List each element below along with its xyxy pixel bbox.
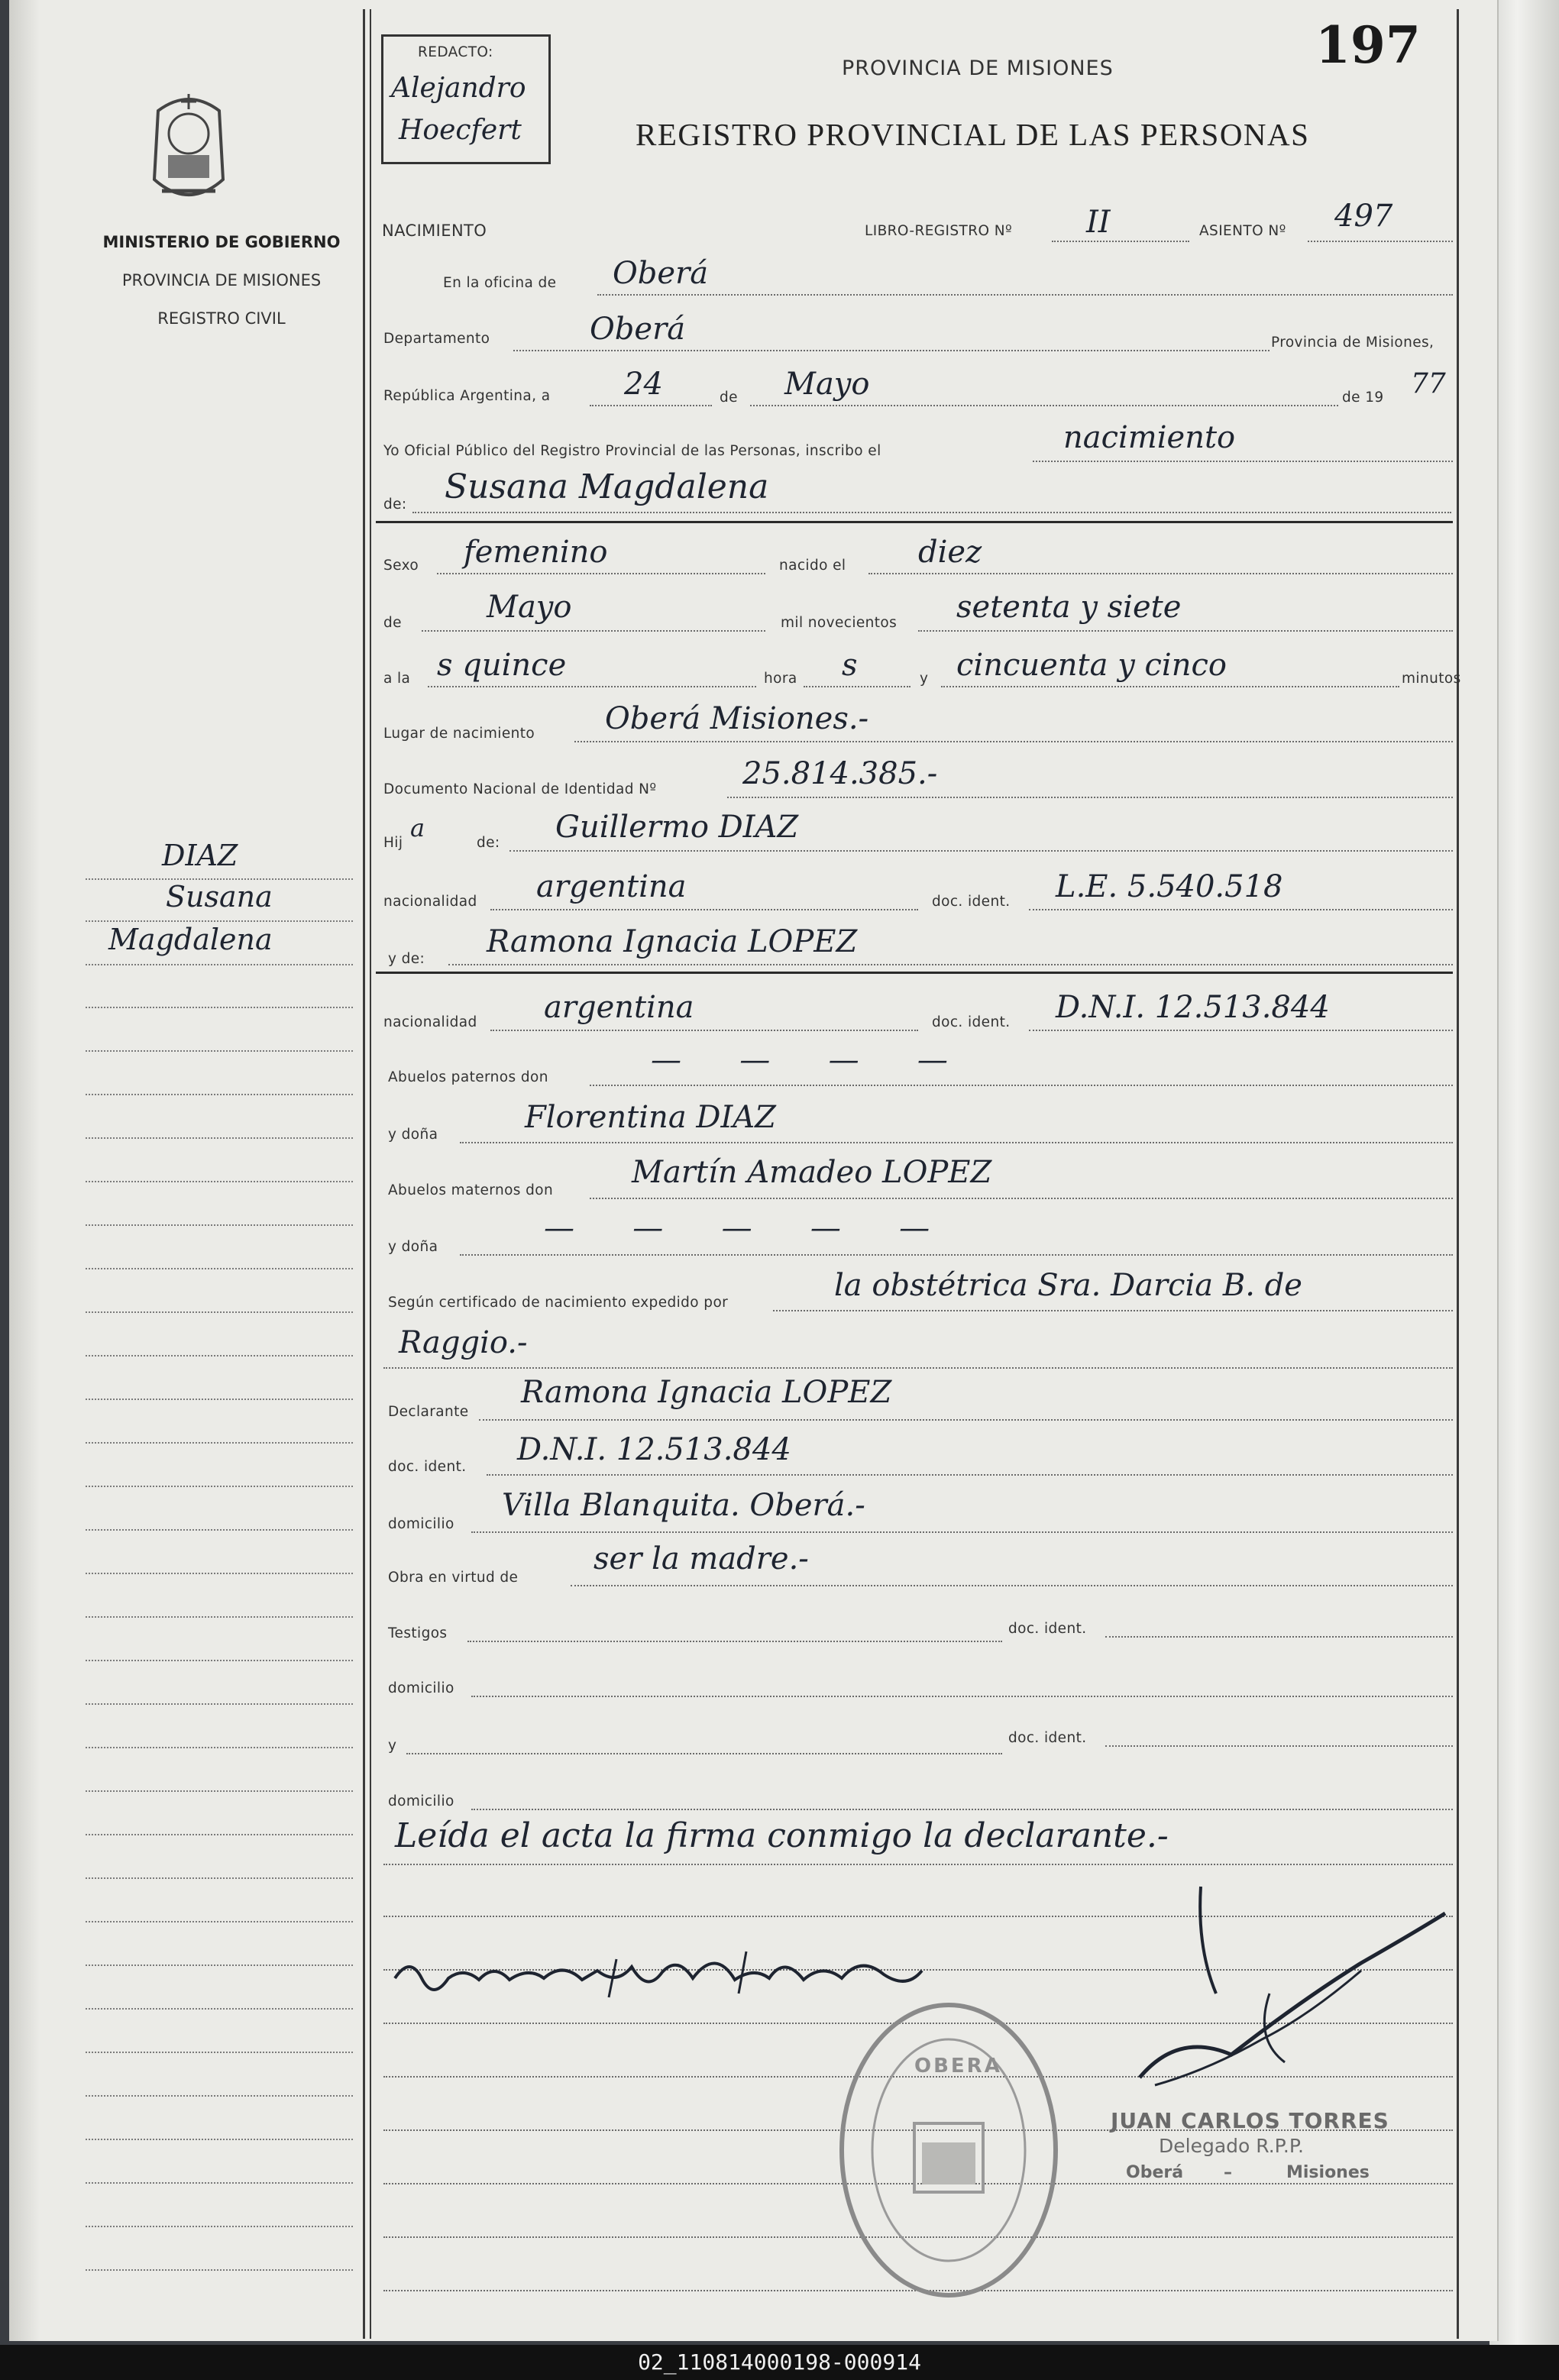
ministry-label: MINISTERIO DE GOBIERNO xyxy=(102,233,341,251)
oficina-value: Oberá xyxy=(613,256,709,291)
libro-line xyxy=(1052,241,1189,242)
ledger-line xyxy=(86,1921,353,1922)
ledger-line xyxy=(86,1834,353,1835)
de2-label: de xyxy=(383,615,402,631)
ledger-line xyxy=(86,1007,353,1008)
abuela-pat-line xyxy=(460,1142,1453,1143)
declarante-doc-value: D.N.I. 12.513.844 xyxy=(517,1432,791,1467)
anio-value: 77 xyxy=(1411,368,1446,399)
madre-doc-value: D.N.I. 12.513.844 xyxy=(1056,990,1330,1025)
section-divider xyxy=(376,521,1453,523)
departamento-value: Oberá xyxy=(590,312,686,347)
nacido-value: diez xyxy=(918,535,982,570)
redacto-name-2: Hoecfert xyxy=(399,115,522,146)
dni-value: 25.814.385.- xyxy=(742,756,938,791)
ledger-line xyxy=(86,1573,353,1574)
ledger-line xyxy=(86,1094,353,1095)
certificado-line-2 xyxy=(383,1367,1453,1369)
margin-surname: DIAZ xyxy=(162,839,238,872)
stamp-name: JUAN CARLOS TORRES xyxy=(1111,2108,1389,2133)
asiento-label: ASIENTO Nº xyxy=(1199,223,1286,239)
domicilio-label: domicilio xyxy=(388,1516,454,1532)
obra-value: ser la madre.- xyxy=(594,1541,809,1576)
testigo2-domicilio-line xyxy=(471,1809,1453,1810)
testigos-doc-label: doc. ident. xyxy=(1008,1621,1087,1637)
libro-label: LIBRO-REGISTRO Nº xyxy=(865,223,1013,239)
hora-label: hora xyxy=(764,671,797,687)
departamento-label: Departamento xyxy=(383,331,490,347)
testigo-y-line xyxy=(406,1753,1002,1754)
lugar-line xyxy=(574,741,1453,742)
departamento-line xyxy=(513,350,1270,351)
testigos-line xyxy=(467,1641,1002,1642)
abuelos-pat-value: — — — — xyxy=(651,1043,948,1078)
ledger-line xyxy=(86,878,353,880)
asiento-line xyxy=(1308,241,1453,242)
ledger-line xyxy=(86,1050,353,1052)
ledger-line xyxy=(86,1703,353,1705)
margin-name-2: Magdalena xyxy=(108,923,273,956)
stamp-place-right: Misiones xyxy=(1286,2163,1370,2182)
madre-doc-label: doc. ident. xyxy=(932,1014,1011,1030)
ledger-line xyxy=(86,1747,353,1748)
back-pages xyxy=(1489,0,1559,2345)
ledger-line xyxy=(86,1486,353,1487)
acto-value: nacimiento xyxy=(1063,420,1236,455)
mil-label: mil novecientos xyxy=(781,615,898,631)
madre-doc-line xyxy=(1029,1030,1453,1031)
abuela-mat-line xyxy=(460,1254,1453,1256)
margin-name-1: Susana xyxy=(166,880,273,914)
acto-line xyxy=(1033,461,1453,462)
hora-s-line xyxy=(804,686,910,687)
declarante-label: Declarante xyxy=(388,1404,469,1420)
de-label: de xyxy=(720,390,738,406)
ledger-line xyxy=(86,1137,353,1139)
oficina-label: En la oficina de xyxy=(443,275,557,291)
hora-value: s quince xyxy=(437,648,567,683)
ledger-line xyxy=(86,1311,353,1313)
declarante-value: Ramona Ignacia LOPEZ xyxy=(521,1375,892,1410)
hijo-de-label: de: xyxy=(477,835,500,851)
obra-label: Obra en virtud de xyxy=(388,1570,519,1586)
testigo-domicilio-label: domicilio xyxy=(388,1680,454,1696)
testigo-domicilio-line xyxy=(471,1696,1453,1697)
inner-border-line xyxy=(370,9,371,2339)
ala-label: a la xyxy=(383,671,411,687)
dia-line xyxy=(590,405,712,406)
ledger-line xyxy=(86,1877,353,1879)
ledger-line xyxy=(86,920,353,922)
anio-label: de 19 xyxy=(1342,390,1384,406)
nombre-value: Susana Magdalena xyxy=(445,467,769,506)
nacimiento-label: NACIMIENTO xyxy=(382,222,487,240)
mes-line xyxy=(750,405,1338,406)
oficina-line xyxy=(597,294,1453,296)
image-caption: 02_110814000198-000914 xyxy=(0,2345,1559,2380)
certificado-line-1 xyxy=(773,1310,1453,1311)
stamp-place-dash: – xyxy=(1224,2163,1232,2182)
official-seal xyxy=(834,1997,1063,2303)
ledger-line xyxy=(86,1268,353,1269)
padre-nac-label: nacionalidad xyxy=(383,894,477,910)
testigo2-doc-label: doc. ident. xyxy=(1008,1730,1087,1746)
register-page xyxy=(9,0,1499,2341)
sexo-label: Sexo xyxy=(383,558,419,574)
ydona-mat-label: y doña xyxy=(388,1239,438,1255)
dia-value: 24 xyxy=(624,367,663,402)
ledger-line xyxy=(86,1181,353,1182)
closing-line xyxy=(383,1864,1453,1865)
padre-line xyxy=(509,850,1453,852)
madre-nac-line xyxy=(490,1030,918,1031)
ledger-line xyxy=(86,1660,353,1661)
ledger-line xyxy=(86,2182,353,2184)
redacto-label: REDACTO: xyxy=(418,44,493,60)
stamp-place-left: Oberá xyxy=(1126,2163,1184,2182)
header-province: PROVINCIA DE MISIONES xyxy=(842,57,1114,80)
nacido-line xyxy=(868,573,1453,574)
madre-nac-label: nacionalidad xyxy=(383,1014,477,1030)
domicilio-value: Villa Blanquita. Oberá.- xyxy=(502,1488,865,1523)
stamp-title: Delegado R.P.P. xyxy=(1159,2135,1304,2157)
right-border-line xyxy=(1457,9,1459,2339)
section-divider xyxy=(376,972,1453,974)
sexo-line xyxy=(437,573,765,574)
lugar-value: Oberá Misiones.- xyxy=(605,701,869,736)
redacto-name-1: Alejandro xyxy=(391,73,526,104)
abuelo-mat-line xyxy=(590,1198,1453,1199)
declarante-doc-label: doc. ident. xyxy=(388,1459,467,1475)
ledger-line xyxy=(86,964,353,965)
abuela-pat-value: Florentina DIAZ xyxy=(525,1100,776,1135)
declarante-line xyxy=(479,1419,1453,1421)
ledger-line xyxy=(86,1442,353,1444)
mes-nac-value: Mayo xyxy=(487,590,572,625)
padre-value: Guillermo DIAZ xyxy=(555,810,799,845)
madre-line xyxy=(448,964,1453,965)
ledger-line xyxy=(86,1224,353,1226)
padre-nac-value: argentina xyxy=(536,869,687,904)
y-label: y xyxy=(920,671,929,687)
official-signature xyxy=(1109,1879,1453,2123)
mes-nac-line xyxy=(422,630,765,632)
mes-value: Mayo xyxy=(784,367,870,402)
civil-registry-label: REGISTRO CIVIL xyxy=(157,309,286,328)
declarante-doc-line xyxy=(487,1474,1453,1476)
padre-nac-line xyxy=(490,909,918,910)
hora-s-value: s xyxy=(842,648,858,683)
ledger-line xyxy=(86,2008,353,2010)
left-province-label: PROVINCIA DE MISIONES xyxy=(121,271,322,289)
libro-value: II xyxy=(1086,205,1111,240)
ledger-line xyxy=(86,2269,353,2271)
madre-value: Ramona Ignacia LOPEZ xyxy=(487,924,858,959)
padre-doc-label: doc. ident. xyxy=(932,894,1011,910)
republica-label: República Argentina, a xyxy=(383,388,551,404)
obra-line xyxy=(571,1585,1453,1586)
testigos-doc-line xyxy=(1105,1636,1453,1638)
certificado-value-1: la obstétrica Sra. Darcia B. de xyxy=(834,1268,1302,1303)
abuelo-mat-value: Martín Amadeo LOPEZ xyxy=(632,1155,992,1190)
asiento-value: 497 xyxy=(1334,199,1393,234)
ledger-line xyxy=(86,2139,353,2140)
oficial-text: Yo Oficial Público del Registro Provincial de las Personas, inscribo el xyxy=(383,443,881,459)
de-colon-label: de: xyxy=(383,496,407,513)
minutos-label: minutos xyxy=(1402,671,1461,687)
hora-line xyxy=(428,686,756,687)
nacido-label: nacido el xyxy=(779,558,846,574)
testigo2-doc-line xyxy=(1105,1745,1453,1747)
dni-line xyxy=(727,797,1453,798)
anio-nac-value: setenta y siete xyxy=(956,590,1182,625)
dni-label: Documento Nacional de Identidad Nº xyxy=(383,781,657,797)
abuelos-pat-label: Abuelos paternos don xyxy=(388,1069,548,1085)
seal-top-text: OBERA xyxy=(914,2055,1002,2078)
minutos-line xyxy=(941,686,1399,687)
ledger-line xyxy=(86,1399,353,1400)
anio-nac-line xyxy=(918,630,1453,632)
testigo2-domicilio-label: domicilio xyxy=(388,1793,454,1809)
yde-label: y de: xyxy=(388,951,425,967)
ledger-line xyxy=(86,1616,353,1618)
certificado-label: Según certificado de nacimiento expedido por xyxy=(388,1295,729,1311)
testigos-label: Testigos xyxy=(388,1625,448,1641)
sexo-value: femenino xyxy=(464,535,608,570)
ledger-line xyxy=(86,1790,353,1792)
abuelos-mat-label: Abuelos maternos don xyxy=(388,1182,554,1198)
ledger-line xyxy=(86,2052,353,2053)
nombre-line xyxy=(412,512,1451,513)
coat-of-arms-icon xyxy=(147,88,231,210)
closing-statement: Leída el acta la firma conmigo la declarante.- xyxy=(395,1816,1169,1855)
testigo-y-label: y xyxy=(388,1738,397,1754)
certificado-value-2: Raggio.- xyxy=(399,1325,528,1360)
padre-doc-value: L.E. 5.540.518 xyxy=(1056,869,1283,904)
padre-doc-line xyxy=(1029,909,1453,910)
abuelos-pat-line xyxy=(590,1085,1453,1086)
ledger-line xyxy=(86,2095,353,2097)
ledger-line xyxy=(86,1355,353,1357)
registry-title: REGISTRO PROVINCIAL DE LAS PERSONAS xyxy=(636,117,1310,152)
provincia-suffix: Provincia de Misiones, xyxy=(1271,335,1434,351)
ledger-line xyxy=(86,1964,353,1966)
domicilio-line xyxy=(471,1531,1453,1533)
left-border-line xyxy=(363,9,365,2339)
lugar-label: Lugar de nacimiento xyxy=(383,726,535,742)
declarant-signature xyxy=(387,1925,937,2009)
minutos-value: cincuenta y cinco xyxy=(956,648,1227,683)
ledger-line xyxy=(86,2226,353,2227)
hijo-label: Hij xyxy=(383,835,403,851)
abuela-mat-value: — — — — — xyxy=(544,1211,930,1246)
hijo-suffix: a xyxy=(410,813,425,842)
ydona-pat-label: y doña xyxy=(388,1127,438,1143)
madre-nac-value: argentina xyxy=(544,990,694,1025)
page-number: 197 xyxy=(1315,15,1421,75)
ledger-line xyxy=(86,1529,353,1531)
